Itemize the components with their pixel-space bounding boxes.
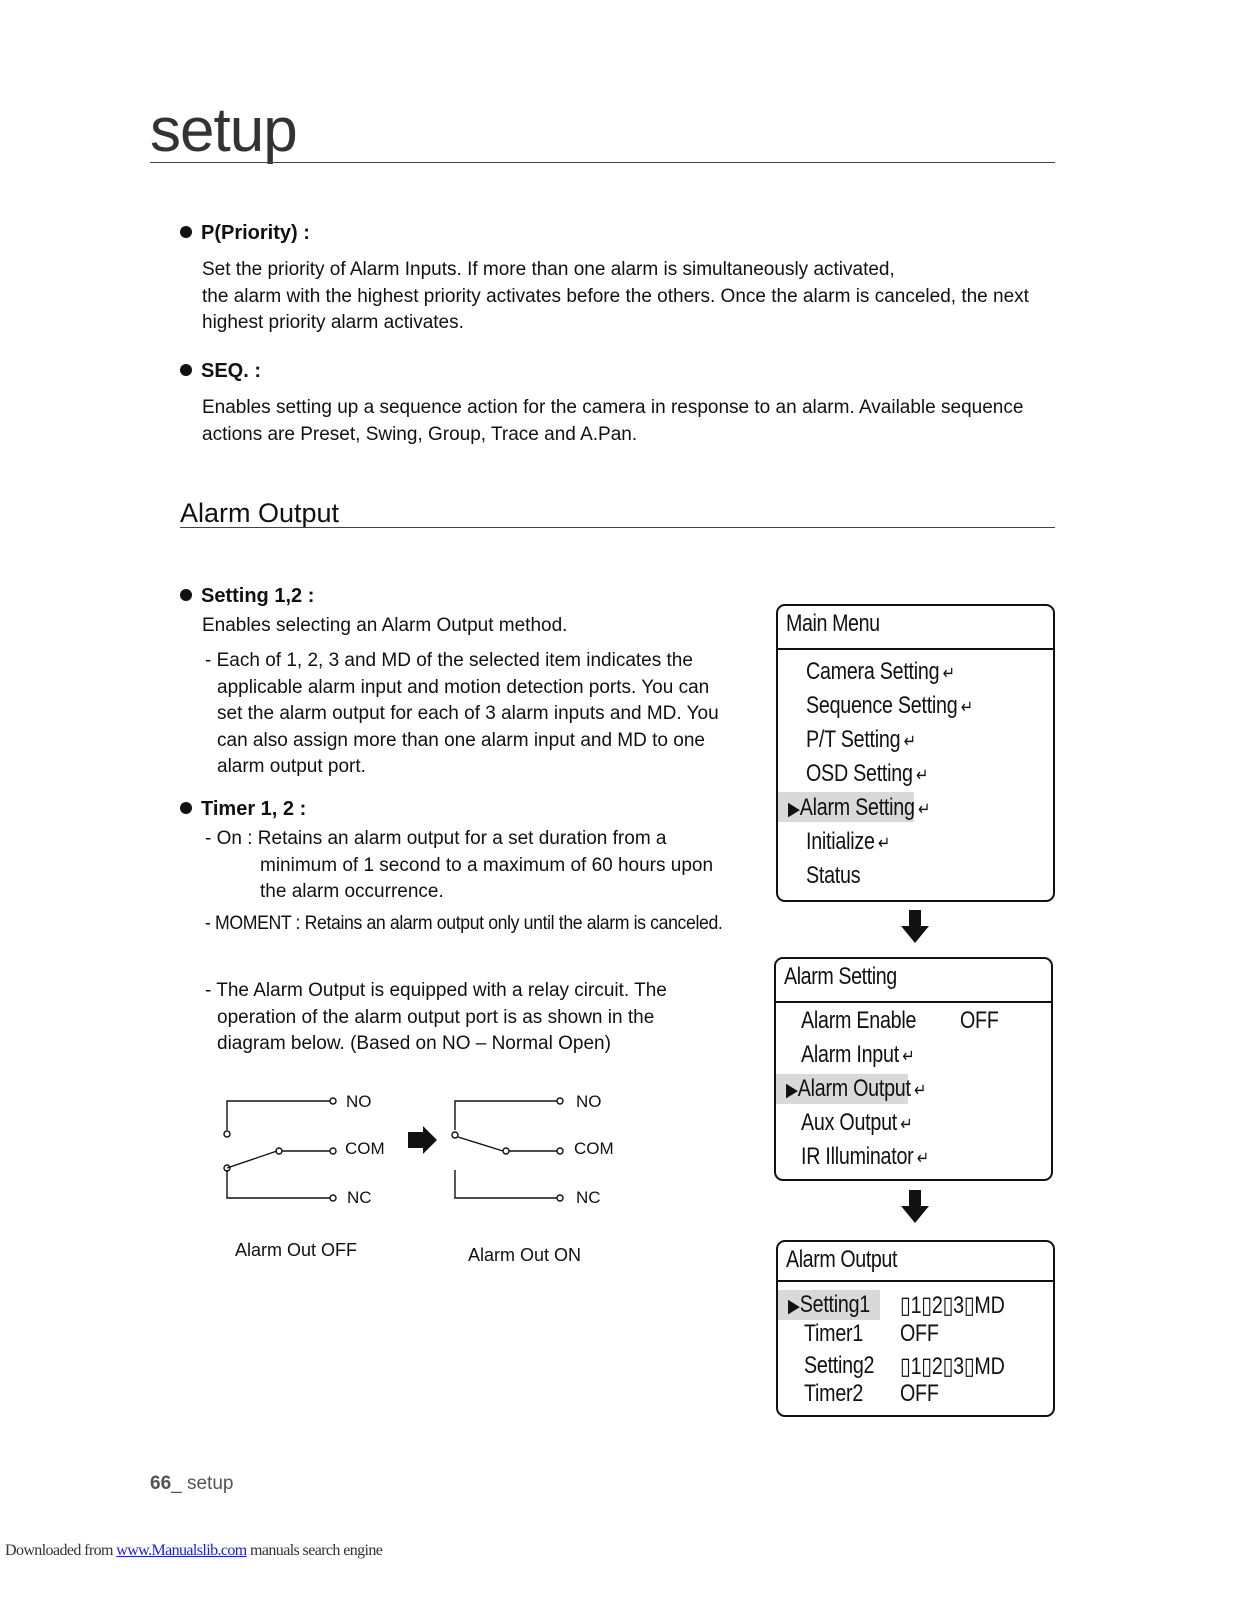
menu-item-alarm-enable[interactable]: Alarm Enable: [801, 1007, 917, 1034]
diagram-off-no-label: NO: [346, 1092, 372, 1111]
seq-line: actions are Preset, Swing, Group, Trace and A.Pan.: [202, 423, 638, 445]
arrow-down-icon: [900, 1190, 930, 1224]
page-label: _ setup: [171, 1473, 234, 1494]
relay-line: diagram below. (Based on NO – Normal Open): [217, 1033, 611, 1054]
osd-main-menu: [776, 604, 1055, 902]
relay-line: operation of the alarm output port is as shown in the: [217, 1006, 655, 1028]
diagram-off-com-label: COM: [345, 1139, 385, 1158]
priority-line: Set the priority of Alarm Inputs. If more than one alarm is simultaneously activated,: [202, 259, 895, 280]
menu-item-status[interactable]: Status: [806, 862, 861, 889]
enter-icon: ↵: [916, 1148, 929, 1168]
setting-line: can also assign more than one alarm input and MD to one: [217, 729, 705, 751]
osd-alarm-output: [776, 1240, 1055, 1417]
selected-marker-icon: ▶: [788, 799, 800, 820]
bullet-icon: [180, 364, 192, 376]
setting-line: - Each of 1, 2, 3 and MD of the selected item indicates the: [205, 650, 693, 671]
enter-icon: ↵: [942, 663, 955, 683]
timer2-value[interactable]: OFF: [900, 1380, 939, 1407]
menu-item-aux-output[interactable]: Aux Output ↵: [801, 1109, 913, 1136]
enter-icon: ↵: [903, 731, 916, 751]
menu-item-alarm-setting[interactable]: ▶Alarm Setting ↵: [788, 794, 931, 821]
title-divider: [150, 162, 1055, 163]
osd-divider: [778, 648, 1053, 650]
section-divider: [180, 527, 1055, 528]
menu-item-sequence-setting[interactable]: Sequence Setting ↵: [806, 692, 973, 719]
relay-line: - The Alarm Output is equipped with a relay circuit. The: [205, 980, 667, 1001]
diagram-off-caption: Alarm Out OFF: [235, 1240, 358, 1260]
setting-heading: [180, 585, 314, 608]
relay-off-no-line: [227, 1101, 330, 1130]
bullet-icon: [180, 802, 192, 814]
setting-details: [205, 648, 719, 781]
setting-line: applicable alarm input and motion detection ports. You can: [217, 676, 710, 698]
seq-heading: [180, 360, 261, 383]
osd-alarm-setting: [774, 957, 1053, 1181]
menu-item-pt-setting[interactable]: P/T Setting ↵: [806, 726, 916, 753]
enter-icon: ↵: [960, 697, 973, 717]
timer-on-line: minimum of 1 second to a maximum of 60 hours upon: [260, 854, 714, 876]
priority-heading: [180, 222, 310, 245]
relay-details: [205, 978, 667, 1058]
osd-divider: [776, 1001, 1051, 1003]
timer-heading: [180, 798, 306, 821]
enter-icon: ↵: [915, 765, 929, 785]
enter-icon: ↵: [877, 833, 891, 853]
diagram-on-nc-label: NC: [576, 1188, 601, 1207]
manualslib-link[interactable]: www.Manualslib.com: [116, 1542, 247, 1559]
setting1-value[interactable]: ▯1▯2▯3▯MD: [900, 1292, 1005, 1319]
timer-on-line: the alarm occurrence.: [260, 881, 444, 902]
menu-item-initialize[interactable]: Initialize ↵: [806, 828, 891, 855]
seq-term: SEQ. :: [201, 360, 262, 382]
selected-marker-icon: ▶: [786, 1080, 798, 1101]
setting-term: Setting 1,2 :: [201, 585, 315, 607]
seq-line: Enables setting up a sequence action for the camera in response to an alarm. Available sequence: [202, 397, 1024, 418]
enter-icon: ↵: [917, 799, 931, 819]
enter-icon: ↵: [914, 1080, 927, 1100]
timer-on-details: [205, 826, 713, 906]
timer-moment: - MOMENT : Retains an alarm output only until the alarm is canceled.: [205, 913, 723, 934]
download-notice: [5, 1542, 382, 1560]
arrow-down-icon: [900, 910, 930, 944]
timer-term: Timer 1, 2 :: [201, 798, 307, 820]
download-suffix: manuals search engine: [246, 1542, 383, 1559]
menu-item-setting1[interactable]: ▶Setting1: [788, 1291, 870, 1318]
osd-divider: [778, 1280, 1053, 1282]
menu-item-alarm-output[interactable]: ▶Alarm Output ↵: [786, 1075, 927, 1102]
selected-marker-icon: ▶: [788, 1296, 800, 1317]
setting-line: alarm output port.: [217, 756, 366, 777]
menu-item-alarm-input[interactable]: Alarm Input ↵: [801, 1041, 915, 1068]
diagram-off-nc-label: NC: [347, 1188, 372, 1207]
menu-item-osd-setting[interactable]: OSD Setting ↵: [806, 760, 929, 787]
menu-item-setting2[interactable]: Setting2: [804, 1352, 875, 1379]
enter-icon: ↵: [900, 1114, 913, 1134]
section-title: Alarm Output: [180, 498, 340, 528]
bullet-icon: [180, 226, 192, 238]
alarm-enable-value[interactable]: OFF: [960, 1007, 999, 1034]
menu-item-timer2[interactable]: Timer2: [804, 1380, 864, 1407]
priority-line: highest priority alarm activates.: [202, 312, 464, 333]
menu-item-ir-illuminator[interactable]: IR Illuminator ↵: [801, 1143, 929, 1170]
osd-alarm-setting-title: Alarm Setting: [784, 963, 897, 990]
priority-description: [202, 257, 1029, 337]
osd-main-title: Main Menu: [786, 610, 880, 637]
menu-item-camera-setting[interactable]: Camera Setting ↵: [806, 658, 955, 685]
enter-icon: ↵: [902, 1046, 915, 1066]
osd-alarm-output-title: Alarm Output: [786, 1246, 898, 1273]
menu-item-timer1[interactable]: Timer1: [804, 1320, 864, 1347]
page-number: 66: [150, 1473, 172, 1494]
diagram-on-caption: Alarm Out ON: [468, 1245, 582, 1265]
page-title: setup: [150, 96, 297, 165]
arrow-right-icon: [408, 1126, 437, 1154]
diagram-on-no-label: NO: [576, 1092, 602, 1111]
priority-line: the alarm with the highest priority activates before the others. Once the alarm is canceled, the next: [202, 285, 1029, 307]
download-prefix: Downloaded from: [5, 1542, 117, 1559]
setting-intro: Enables selecting an Alarm Output method.: [202, 615, 568, 636]
relay-diagram: [215, 1088, 595, 1218]
priority-term: P(Priority) :: [201, 222, 310, 244]
timer1-value[interactable]: OFF: [900, 1320, 939, 1347]
seq-description: [202, 395, 1023, 448]
setting-line: set the alarm output for each of 3 alarm inputs and MD. You: [217, 703, 719, 724]
timer-on-line: - On : Retains an alarm output for a set duration from a: [205, 828, 667, 849]
bullet-icon: [180, 589, 192, 601]
diagram-on-com-label: COM: [574, 1139, 614, 1158]
setting2-value[interactable]: ▯1▯2▯3▯MD: [900, 1353, 1005, 1380]
page-footer: [150, 1473, 233, 1495]
